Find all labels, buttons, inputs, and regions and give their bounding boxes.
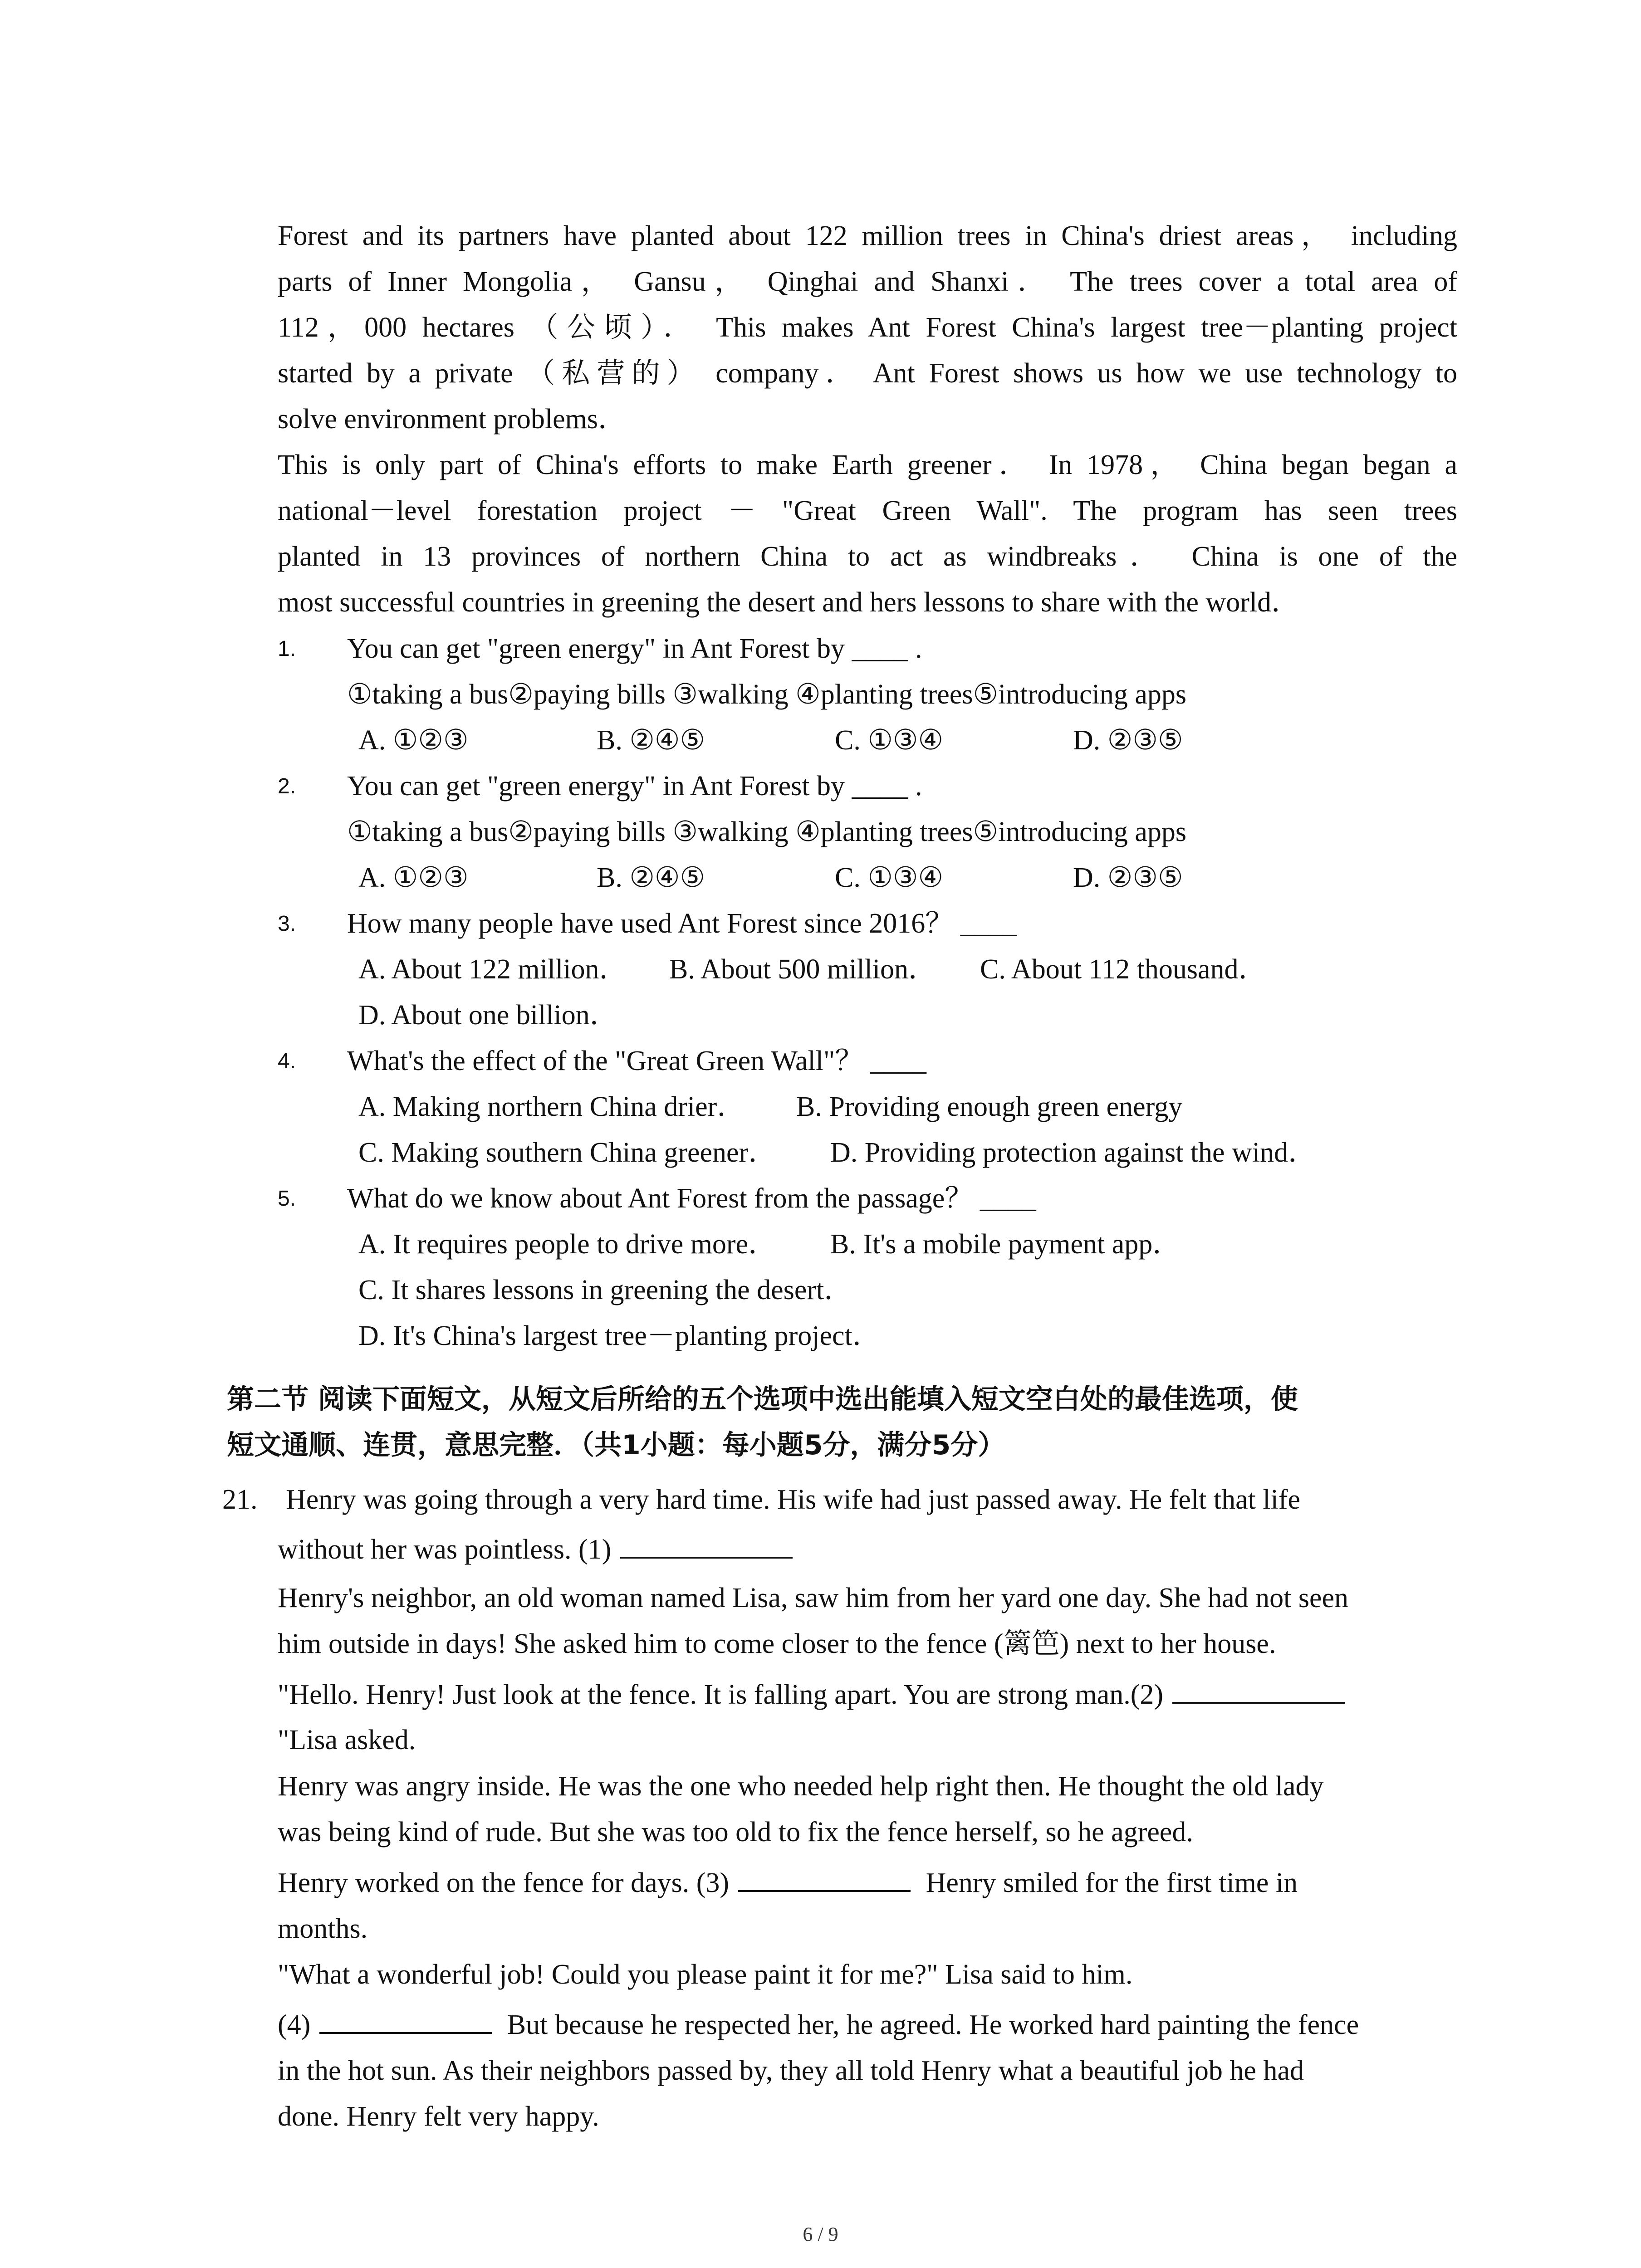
passage-line: solve environment problems． <box>278 404 626 435</box>
passage-line: started by a private （私营的） company． Ant Forest shows us how we use technology to <box>278 358 1457 389</box>
question-stem: You can get "green energy" in Ant Forest by ____ . <box>347 633 922 664</box>
cloze-line: "Lisa asked. <box>278 1725 416 1755</box>
passage-line: national－level forestation project － "Great Green Wall". The program has seen trees <box>278 495 1457 526</box>
question-number: 1. <box>278 637 296 661</box>
cloze-text: Henry smiled for the first time in <box>926 1867 1298 1898</box>
question-number: 2. <box>278 774 296 798</box>
option-b[interactable]: B. About 500 million． <box>669 954 937 985</box>
cloze-line: Henry was angry inside. He was the one who needed help right then. He thought the old lady <box>278 1771 1324 1802</box>
question-number: 4. <box>278 1049 296 1073</box>
cloze-text: But because he respected her, he agreed. He worked hard painting the fence <box>507 2009 1359 2040</box>
section-heading <box>227 1377 1443 1468</box>
option-b[interactable]: B. ②④⑤ <box>597 725 705 756</box>
section-heading-line: 第二节 阅读下面短文，从短文后所给的五个选项中选出能填入短文空白处的最佳选项，使 <box>227 1383 1298 1415</box>
cloze-text: "Hello. Henry! Just look at the fence. It is falling apart. You are strong man.(2) <box>278 1679 1164 1710</box>
passage-line: planted in 13 provinces of northern China to act as windbreaks． China is one of the <box>278 541 1457 572</box>
cloze-line: "What a wonderful job! Could you please paint it for me?" Lisa said to him. <box>278 1959 1133 1990</box>
option-b[interactable]: B. ②④⑤ <box>597 862 705 893</box>
option-a[interactable]: A. About 122 million． <box>358 954 627 985</box>
cloze-line: done. Henry felt very happy. <box>278 2101 599 2132</box>
question-number: 5. <box>278 1187 296 1211</box>
passage-line: 112，000 hectares （公顷）． This makes Ant Forest China's largest tree－planting project <box>278 312 1457 343</box>
cloze-line <box>278 2002 1359 2048</box>
option-d[interactable]: D. Providing protection against the wind． <box>830 1137 1317 1168</box>
cloze-line: in the hot sun. As their neighbors passed by, they all told Henry what a beautiful job he had <box>278 2055 1304 2086</box>
section-heading-line: 短文通顺、连贯，意思完整．（共1小题：每小题5分，满分5分） <box>227 1429 1005 1461</box>
cloze-line: Henry's neighbor, an old woman named Lisa, saw him from her yard one day. She had not seen <box>278 1583 1349 1613</box>
blank-4[interactable] <box>319 2005 492 2034</box>
cloze-line: Henry was going through a very hard time. His wife had just passed away. He felt that life <box>286 1484 1300 1515</box>
page-number: 6 / 9 <box>803 2223 838 2245</box>
option-c[interactable]: C. About 112 thousand． <box>980 954 1267 985</box>
option-d[interactable]: D. About one billion． <box>358 1000 618 1031</box>
blank-3[interactable] <box>738 1863 911 1892</box>
question-number: 3. <box>278 912 296 936</box>
cloze-line: was being kind of rude. But she was too old to fix the fence herself, so he agreed. <box>278 1817 1193 1848</box>
passage-line: most successful countries in greening the desert and hers lessons to share with the world． <box>278 587 1300 618</box>
passage-line: Forest and its partners have planted about 122 million trees in China's driest areas， including <box>278 220 1457 251</box>
cloze-text: Henry worked on the fence for days. (3) <box>278 1867 730 1898</box>
blank-2[interactable] <box>1172 1675 1345 1704</box>
option-d[interactable]: D. ②③⑤ <box>1073 725 1183 756</box>
cloze-line <box>278 1860 1298 1906</box>
question-stem: You can get "green energy" in Ant Forest by ____ . <box>347 771 922 802</box>
option-c[interactable]: C. ①③④ <box>835 862 944 893</box>
option-c[interactable]: C. It shares lessons in greening the desert． <box>358 1275 852 1305</box>
cloze-text: without her was pointless. (1) <box>278 1534 612 1565</box>
cloze-line <box>278 1527 793 1573</box>
question-stem: What do we know about Ant Forest from the passage？ ____ <box>347 1183 1036 1214</box>
option-a[interactable]: A. Making northern China drier． <box>358 1091 745 1122</box>
passage-line: parts of Inner Mongolia， Gansu， Qinghai and Shanxi． The trees cover a total area of <box>278 266 1457 297</box>
option-d[interactable]: D. It's China's largest tree－planting project． <box>358 1320 881 1351</box>
option-c[interactable]: C. ①③④ <box>835 725 944 756</box>
option-b[interactable]: B. Providing enough green energy <box>796 1091 1183 1122</box>
question-stem: What's the effect of the "Great Green Wall"？ ____ <box>347 1046 926 1076</box>
option-d[interactable]: D. ②③⑤ <box>1073 862 1183 893</box>
reading-passage <box>278 213 1457 626</box>
question-stem: How many people have used Ant Forest since 2016？ ____ <box>347 908 1017 939</box>
option-b[interactable]: B. It's a mobile payment app． <box>830 1229 1181 1260</box>
cloze-line: him outside in days! She asked him to come closer to the fence (篱笆) next to her house. <box>278 1628 1276 1659</box>
cloze-line: months. <box>278 1913 368 1944</box>
blank-1[interactable] <box>620 1530 793 1559</box>
cloze-line <box>278 1672 1345 1718</box>
option-a[interactable]: A. ①②③ <box>358 725 469 756</box>
question-number: 21. <box>222 1484 258 1515</box>
cloze-text: (4) <box>278 2009 311 2040</box>
option-c[interactable]: C. Making southern China greener． <box>358 1137 777 1168</box>
option-a[interactable]: A. It requires people to drive more． <box>358 1229 777 1260</box>
option-a[interactable]: A. ①②③ <box>358 862 469 893</box>
passage-line: This is only part of China's efforts to make Earth greener． In 1978， China began began a <box>278 450 1457 480</box>
question-choices-list: ①taking a bus②paying bills ③walking ④planting trees⑤introducing apps <box>347 816 1187 847</box>
question-choices-list: ①taking a bus②paying bills ③walking ④planting trees⑤introducing apps <box>347 679 1187 710</box>
